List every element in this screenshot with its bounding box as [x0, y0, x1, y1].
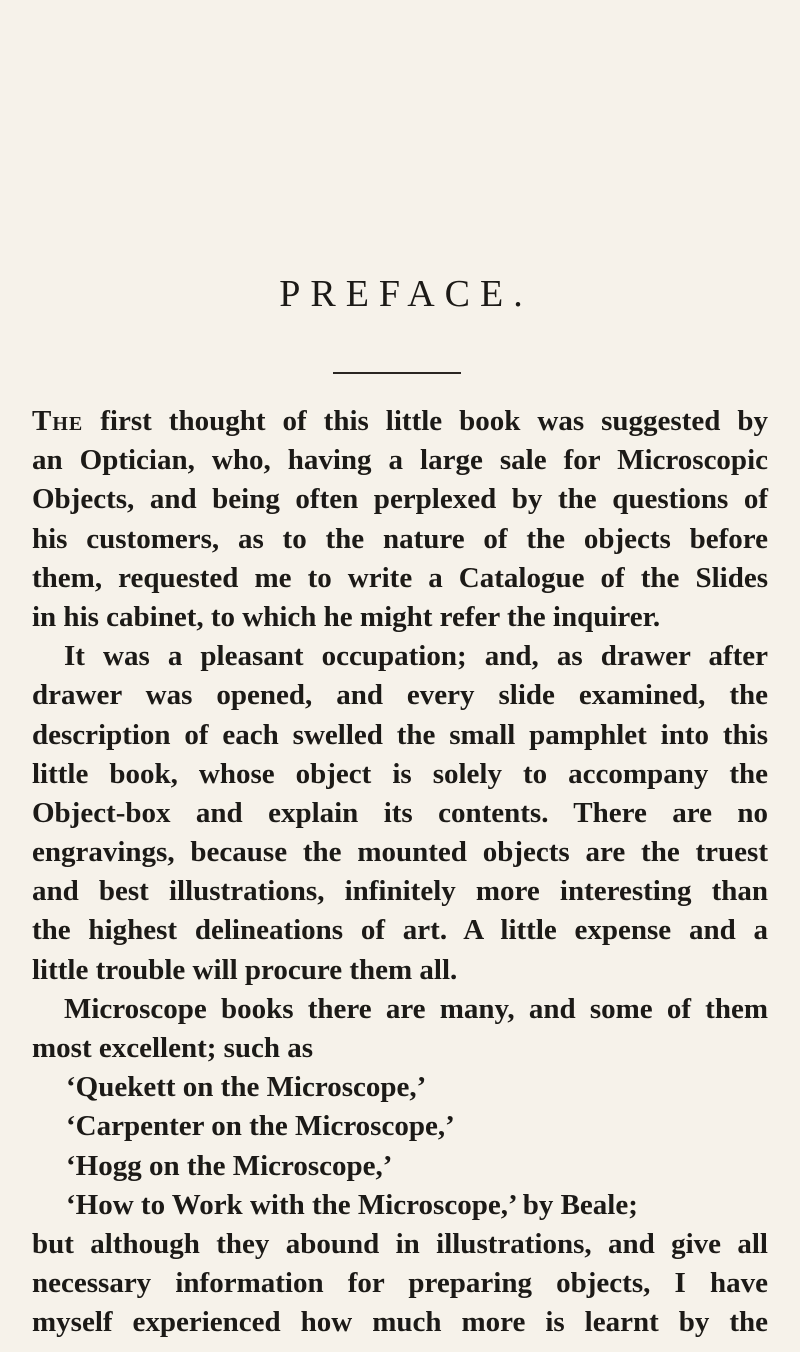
- text-line: most excellent; such as: [32, 1032, 314, 1064]
- text-line: engravings, because the mounted objects are the truest: [32, 836, 768, 869]
- text-line: It was a pleasant occupation; and, as drawer after: [64, 640, 768, 673]
- text-line: ‘Hogg on the Microscope,’: [66, 1149, 393, 1182]
- text-line: necessary information for preparing objects, I have: [32, 1267, 768, 1300]
- small-caps-lead: The: [32, 405, 84, 437]
- text-line: and best illustrations, infinitely more interesting than: [32, 875, 768, 908]
- text-line: his customers, as to the nature of the objects before: [32, 522, 768, 555]
- text-line: [32, 402, 768, 441]
- preface-body: [32, 402, 768, 1343]
- text-line: Microscope books there are many, and some of them: [64, 992, 768, 1025]
- text-line: myself experienced how much more is learnt by the: [32, 1306, 768, 1339]
- text-line: little book, whose object is solely to accompany the: [32, 757, 768, 790]
- text-line: description of each swelled the small pamphlet into this: [32, 718, 768, 751]
- text-line: but although they abound in illustrations, and give all: [32, 1227, 768, 1260]
- heading-rule: [333, 372, 461, 374]
- text-line: Object-box and explain its contents. There are no: [32, 796, 768, 829]
- text-line: little trouble will procure them all.: [32, 953, 458, 986]
- text-line: the highest delineations of art. A little expense and a: [32, 914, 768, 947]
- text-line: in his cabinet, to which he might refer the inquirer.: [32, 600, 661, 633]
- preface-heading: PREFACE.: [279, 273, 533, 315]
- text-line: drawer was opened, and every slide examined, the: [32, 679, 768, 712]
- text-line: ‘Quekett on the Microscope,’: [66, 1071, 427, 1104]
- text-line: them, requested me to write a Catalogue of the Slides: [32, 561, 768, 594]
- text-line: ‘Carpenter on the Microscope,’: [66, 1110, 455, 1143]
- text-line: ‘How to Work with the Microscope,’ by Beale;: [66, 1188, 638, 1221]
- text-line: Objects, and being often perplexed by the questions of: [32, 483, 768, 516]
- text-line: an Optician, who, having a large sale for Microscopic: [32, 444, 768, 477]
- line-text: first thought of this little book was suggested by: [100, 405, 769, 437]
